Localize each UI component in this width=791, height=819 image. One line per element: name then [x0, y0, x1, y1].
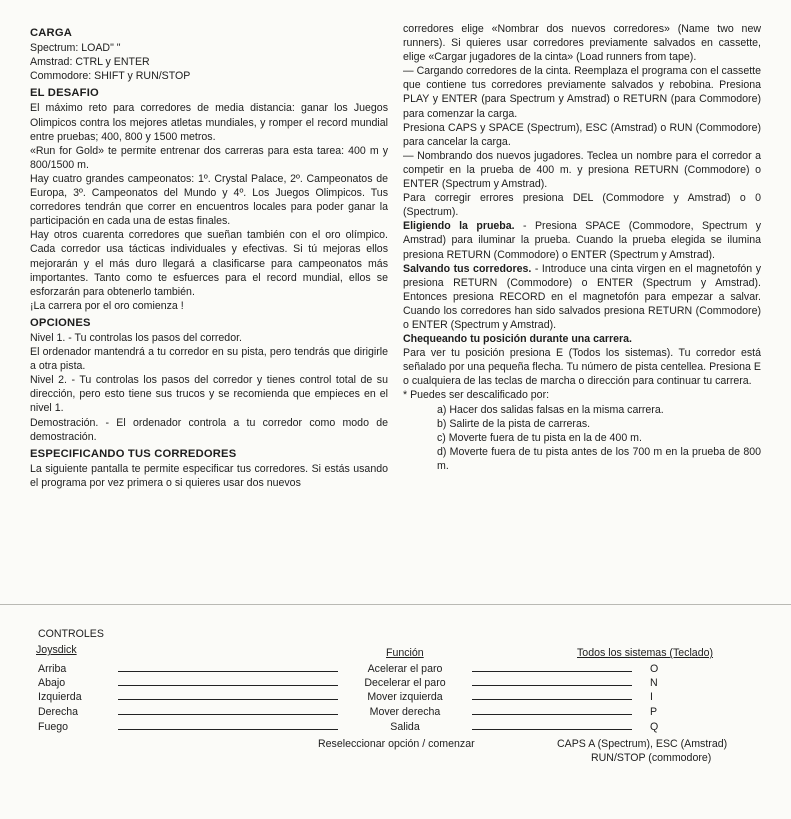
controls-row: [0, 690, 791, 704]
controls-row: [0, 720, 791, 734]
header-sistemas: Todos los sistemas (Teclado): [577, 647, 714, 659]
key-label: I: [650, 691, 653, 703]
heading-desafio: EL DESAFIO: [30, 87, 99, 100]
controls-row: [0, 705, 791, 719]
joystick-direction: Izquierda: [38, 691, 82, 703]
function-label: Mover derecha: [369, 706, 441, 718]
eligiendo-text: - Presiona SPACE (Commodore, Spectrum y Amstrad) para iluminar la prueba. Cuando la prueba elegida se ilumina presiona RETURN (Commodore) o ENTER (Spectrum y Amstrad).: [403, 220, 762, 261]
joystick-direction: Derecha: [38, 706, 79, 718]
desafio-paragraph: El máximo reto para corredores de media distancia: ganar los Juegos Olimpicos contra los mejores atletas mundiales, y romper el record mundial entre pruebas; 400, 800 y 1500 metros.: [30, 102, 388, 143]
descalificado-item: a) Hacer dos salidas falsas en la misma carrera.: [437, 403, 664, 416]
right-column: [403, 22, 761, 473]
joystick-direction: Abajo: [38, 677, 66, 689]
leader-line: [118, 699, 338, 700]
heading-opciones: OPCIONES: [30, 316, 91, 329]
key-label: Q: [650, 721, 659, 733]
chequeando-title-line: [403, 332, 761, 346]
header-joystick: Joysdick: [36, 644, 77, 656]
leader-line: [472, 685, 632, 686]
right-paragraph: — Cargando corredores de la cinta. Reemplaza el programa con el cassette que contiene tus corredores previamente salvados y rebobina. Presiona PLAY y ENTER (para Spectrum y Amstrad) o RETURN (para Commodore) para comenzar la carga.: [403, 65, 761, 120]
descalificado-item: c) Moverte fuera de tu pista en la de 400 m.: [437, 431, 642, 444]
desafio-paragraph: Hay cuatro grandes campeonatos: 1º. Crystal Palace, 2º. Campeonatos de Europa, 3º. Campeonatos del Mundo y 4º. Los Juegos Olimpicos. Tus corredores tendrán que correr en encuentros locales para poder ganar la participación en cada una de estas finales.: [30, 172, 388, 228]
desafio-paragraph: Hay otros cuarenta corredores que sueñan también con el oro olímpico. Cada corredor usa tácticas individuales y efectivas. Si tú mejoras ellos mejorarán y el más duro llegará a clasificarse para campeonatos más importantes. Tanto como te esfuerces para el record mundial, ellos se esforzarán para obtenerlo también.: [30, 229, 388, 298]
joystick-direction: Arriba: [38, 663, 67, 675]
descalificado-item: d) Moverte fuera de tu pista antes de los 700 m en la prueba de 800 m.: [437, 445, 761, 472]
carga-line: Amstrad: CTRL y ENTER: [30, 56, 150, 69]
right-paragraph: — Nombrando dos nuevos jugadores. Teclea un nombre para el corredor a competir en la prueba de 400 m. y presiona RETURN (Commodore) o ENTER (Spectrum y Amstrad).: [403, 149, 761, 191]
eligiendo-title: Eligiendo la prueba.: [403, 220, 515, 233]
leader-line: [472, 671, 632, 672]
leader-line: [472, 714, 632, 715]
function-label: Decelerar el paro: [364, 677, 446, 689]
carga-line: Spectrum: LOAD" ": [30, 42, 121, 55]
leader-line: [472, 699, 632, 700]
right-paragraph: Para corregir errores presiona DEL (Commodore y Amstrad) o 0 (Spectrum).: [403, 192, 761, 219]
especificando-paragraph: La siguiente pantalla te permite especificar tus corredores. Si estás usando el programa por vez primera o si quieres usar dos nuevos: [30, 462, 388, 489]
opciones-paragraph: Nivel 1. - Tu controlas los pasos del corredor.: [30, 331, 242, 344]
controls-row: [0, 676, 791, 690]
controls-row: [0, 662, 791, 676]
reselect-keys-line-1: CAPS A (Spectrum), ESC (Amstrad): [557, 738, 728, 750]
opciones-paragraph: Demostración. - El ordenador controla a tu corredor como modo de demostración.: [30, 416, 388, 443]
function-label: Salida: [390, 721, 420, 733]
key-label: P: [650, 706, 658, 718]
joystick-direction: Fuego: [38, 721, 69, 733]
chequeando-title: Chequeando tu posición durante una carrera.: [403, 333, 632, 346]
salvando-title: Salvando tus corredores.: [403, 262, 532, 275]
reselect-keys-line-2: RUN/STOP (commodore): [591, 752, 712, 764]
header-funcion: Función: [386, 647, 424, 659]
leader-line: [118, 729, 338, 730]
right-paragraph: corredores elige «Nombrar dos nuevos corredores» (Name two new runners). Si quieres usar corredores previamente salvados en cassette, elige «Cargar jugadores de la cinta» (Load runners from tape).: [403, 23, 761, 64]
carga-line: Commodore: SHIFT y RUN/STOP: [30, 70, 191, 83]
function-label: Mover izquierda: [367, 691, 443, 703]
leader-line: [118, 685, 338, 686]
key-label: O: [650, 663, 659, 675]
desafio-paragraph: ¡La carrera por el oro comienza !: [30, 299, 184, 312]
descalificado-intro: * Puedes ser descalificado por:: [403, 389, 550, 402]
right-paragraph: Presiona CAPS y SPACE (Spectrum), ESC (Amstrad) o RUN (Commodore) para cancelar la carga.: [403, 121, 761, 148]
reselect-function: Reseleccionar opción / comenzar: [318, 738, 475, 750]
desafio-paragraph: «Run for Gold» te permite entrenar dos carreras para esta tarea: 400 m y 800/1500 m.: [30, 144, 388, 171]
leader-line: [472, 729, 632, 730]
chequeando-text: Para ver tu posición presiona E (Todos los sistemas). Tu corredor está señalado por una pequeña flecha. Tu número de pista centellea. Presiona E o cualquiera de las teclas de marcha o dirección para continuar tu carrera.: [403, 347, 761, 388]
opciones-paragraph: Nivel 2. - Tu controlas los pasos del corredor y tienes control total de su dirección, pero esto tiene sus trucos y se recomienda que empieces en el nivel 1.: [30, 374, 388, 415]
key-label: N: [650, 677, 658, 689]
heading-carga: CARGA: [30, 27, 73, 39]
left-column: [30, 26, 388, 490]
opciones-paragraph: El ordenador mantendrá a tu corredor en su pista, pero tendrás que dirigirle a otra pista.: [30, 346, 388, 373]
leader-line: [118, 714, 338, 715]
leader-line: [118, 671, 338, 672]
eligiendo-paragraph: [403, 219, 761, 261]
descalificado-item: b) Salirte de la pista de carreras.: [437, 417, 591, 430]
controles-title: CONTROLES: [38, 628, 104, 640]
heading-especificando: ESPECIFICANDO TUS CORREDORES: [30, 447, 237, 460]
page-fold-divider: [0, 604, 791, 605]
function-label: Acelerar el paro: [367, 663, 443, 675]
salvando-paragraph: [403, 262, 761, 332]
salvando-text: - Introduce una cinta virgen en el magnetofón y presiona RETURN (Commodore) o ENTER (Spectrum y Amstrad). Entonces presiona RECORD en el magnetofón para empezar a salvar. Cuando los corredores han sido salvados presiona RETURN (Commodore) o ENTER (Spectrum y Amstrad).: [403, 262, 761, 331]
